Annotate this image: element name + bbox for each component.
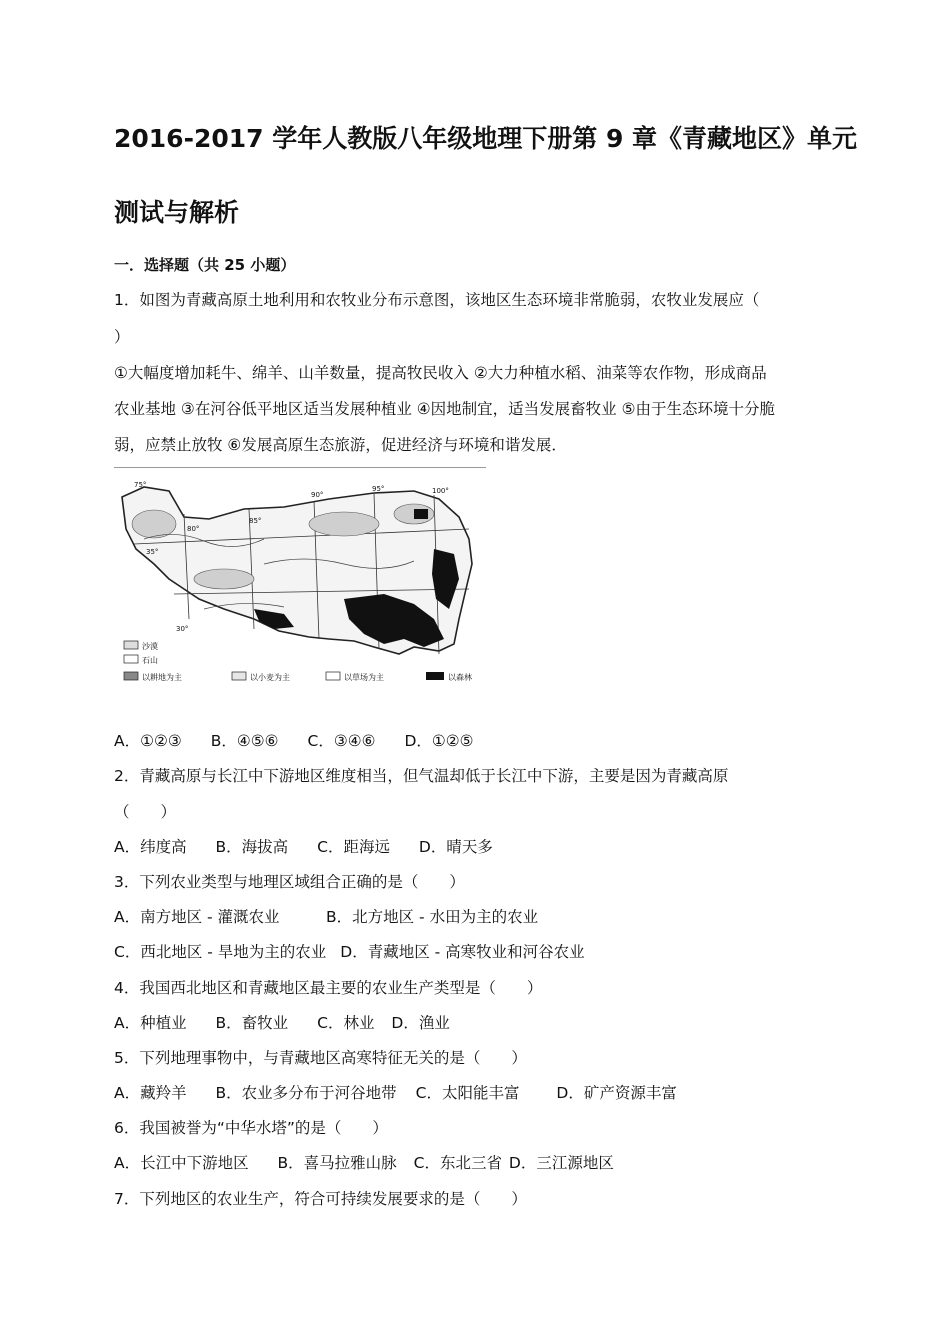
option-c: C．太阳能丰富	[415, 1084, 520, 1102]
q2-stem-line2: （ ）	[114, 803, 177, 821]
option-d: D．矿产资源丰富	[556, 1084, 677, 1102]
option-b: B．农业多分布于河谷地带	[215, 1084, 397, 1102]
q1-stem-line2: ）	[114, 328, 130, 346]
option-b: B．畜牧业	[215, 1014, 289, 1032]
option-c: C．距海远	[317, 838, 390, 856]
option-a: A．藏羚羊	[114, 1084, 187, 1102]
option-b: B．喜马拉雅山脉	[277, 1154, 397, 1172]
option-c: C．③④⑥	[307, 732, 376, 750]
q6-options-row	[114, 1152, 844, 1174]
q5-stem: 5．下列地理事物中，与青藏地区高寒特征无关的是（ ）	[114, 1049, 527, 1067]
map-lat-label: 35°	[146, 548, 159, 556]
option-d: D．青藏地区 - 高寒牧业和河谷农业	[340, 943, 585, 961]
option-a: A．纬度高	[114, 838, 187, 856]
option-b: B．④⑤⑥	[210, 732, 279, 750]
q2-stem-line1: 2．青藏高原与长江中下游地区维度相当，但气温却低于长江中下游，主要是因为青藏高原	[114, 767, 729, 785]
q2-options-row	[114, 836, 844, 858]
q5-options-row	[114, 1082, 844, 1104]
q4-options-row	[114, 1012, 844, 1034]
option-a: A．南方地区 - 灌溉农业	[114, 908, 280, 926]
option-b: B．海拔高	[215, 838, 289, 856]
q1-stem-line1: 1．如图为青藏高原土地利用和农牧业分布示意图，该地区生态环境非常脆弱，农牧业发展应（	[114, 291, 760, 309]
map-legend-wheat: 以小麦为主	[250, 673, 290, 682]
option-d: D．三江源地区	[508, 1154, 614, 1172]
q1-choices-line3: 弱，应禁止放牧 ⑥发展高原生态旅游，促进经济与环境和谐发展．	[114, 436, 567, 454]
map-lon-label: 75°	[134, 481, 147, 489]
tibet-landuse-map	[114, 469, 486, 699]
map-lon-label: 90°	[311, 491, 324, 499]
option-a: A．长江中下游地区	[114, 1154, 249, 1172]
map-lon-label: 100°	[432, 487, 449, 495]
document-title-line1: 2016-2017 学年人教版八年级地理下册第 9 章《青藏地区》单元	[114, 124, 858, 153]
map-legend-rock: 石山	[142, 656, 158, 665]
map-lon-label: 95°	[372, 485, 385, 493]
map-lat-label: 30°	[176, 625, 189, 633]
option-b: B．北方地区 - 水田为主的农业	[326, 908, 539, 926]
map-legend-farmland: 以耕地为主	[142, 673, 182, 682]
option-d: D．晴天多	[418, 838, 493, 856]
option-a: A．种植业	[114, 1014, 187, 1032]
q1-options-row	[114, 730, 844, 752]
q1-choices-line1: ①大幅度增加耗牛、绵羊、山羊数量，提高牧民收入 ②大力种植水稻、油菜等农作物，形成商品	[114, 364, 767, 382]
option-c: C．西北地区 - 旱地为主的农业	[114, 943, 327, 961]
q7-stem: 7．下列地区的农业生产，符合可持续发展要求的是（ ）	[114, 1190, 527, 1208]
map-top-rule	[114, 467, 486, 468]
map-legend-desert: 沙漠	[142, 642, 158, 651]
option-c: C．林业	[317, 1014, 375, 1032]
q3-options-row1	[114, 906, 844, 928]
option-c: C．东北三省	[413, 1154, 502, 1172]
section-heading: 一．选择题（共 25 小题）	[114, 256, 296, 274]
q3-options-row2	[114, 941, 844, 963]
q3-stem: 3．下列农业类型与地理区域组合正确的是（ ）	[114, 873, 465, 891]
q6-stem: 6．我国被誉为“中华水塔”的是（ ）	[114, 1119, 388, 1137]
document-title-line2: 测试与解析	[114, 198, 240, 227]
option-d: D．渔业	[391, 1014, 450, 1032]
option-d: D．①②⑤	[404, 732, 474, 750]
map-lon-label: 85°	[249, 517, 262, 525]
option-a: A．①②③	[114, 732, 182, 750]
map-legend-grassland: 以草场为主	[344, 673, 384, 682]
map-legend-forest: 以森林	[448, 673, 472, 682]
map-lon-label: 80°	[187, 525, 200, 533]
q4-stem: 4．我国西北地区和青藏地区最主要的农业生产类型是（ ）	[114, 979, 543, 997]
q1-choices-line2: 农业基地 ③在河谷低平地区适当发展种植业 ④因地制宜，适当发展畜牧业 ⑤由于生态环境十分脆	[114, 400, 775, 418]
